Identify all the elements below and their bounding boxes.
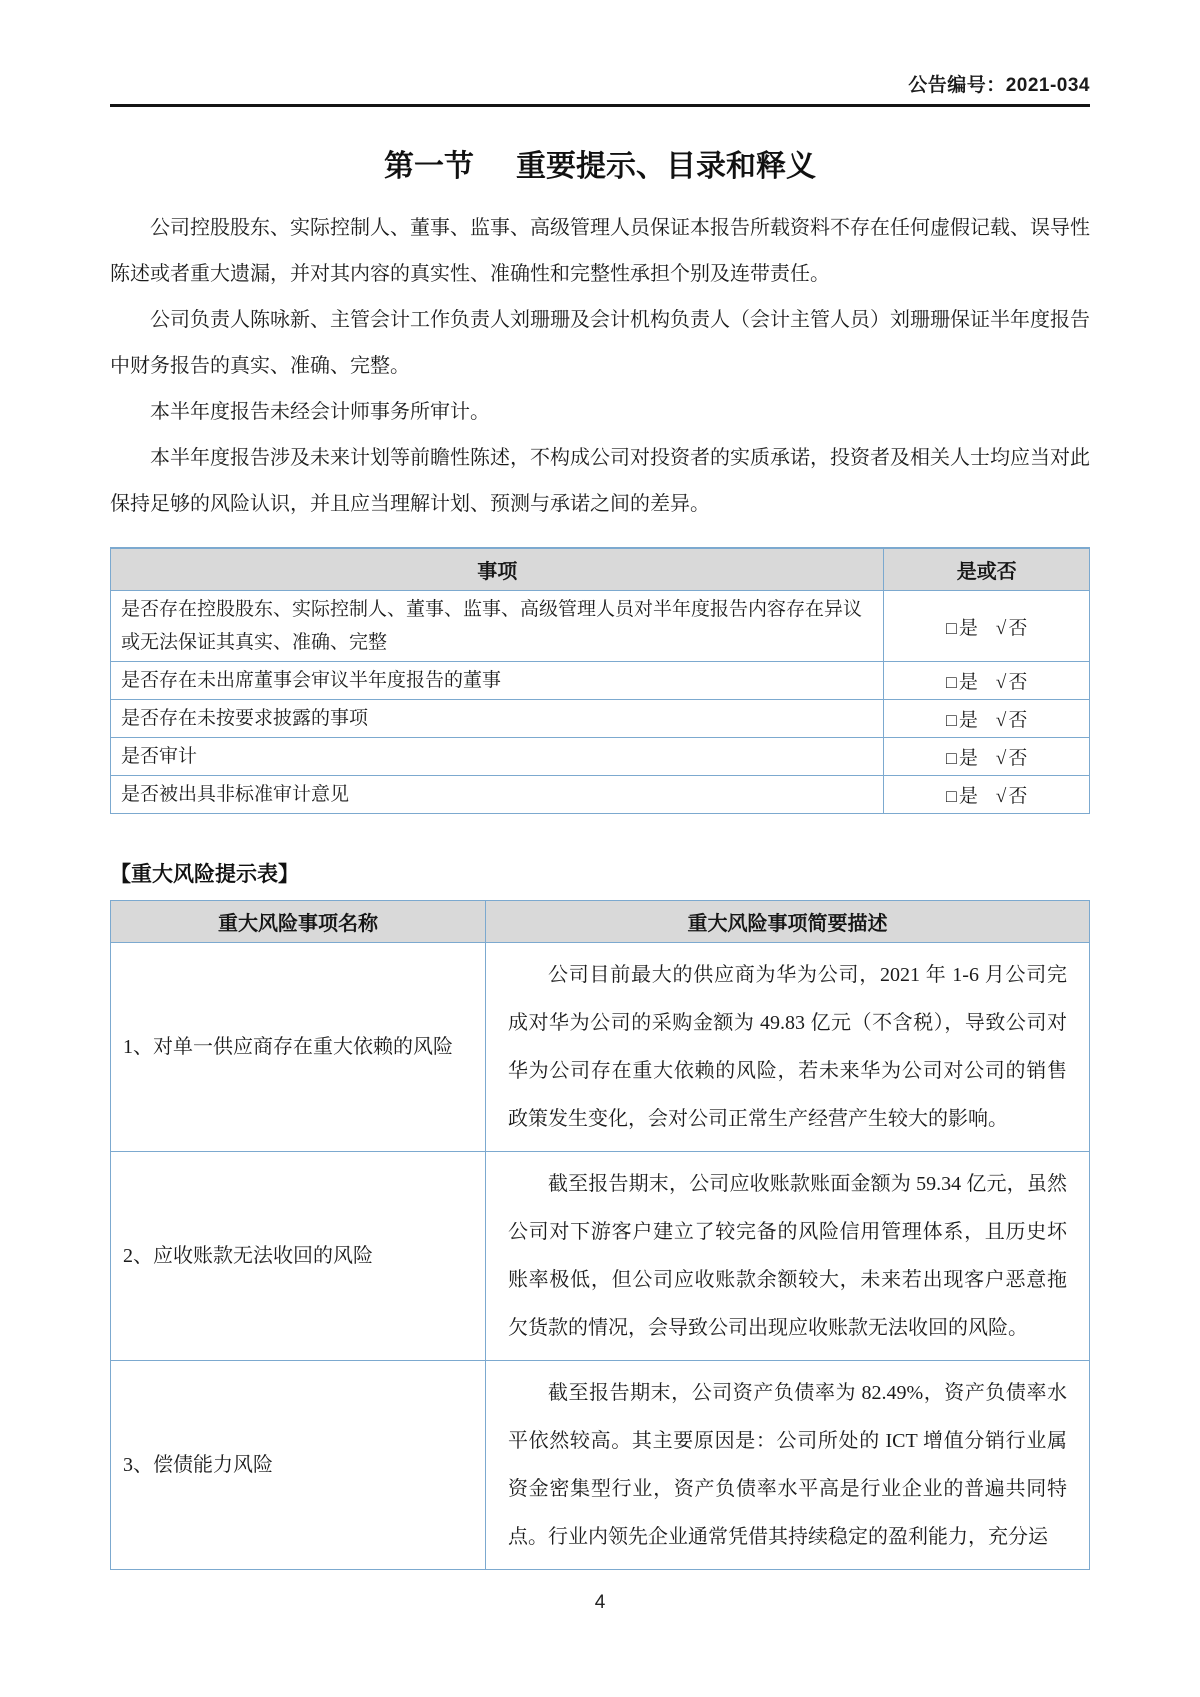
risk-name: 2、应收账款无法收回的风险 (111, 1152, 486, 1361)
risk-table-header-row (111, 901, 1090, 943)
no-label: 否 (1008, 786, 1028, 807)
checkbox-unchecked-icon: □ (946, 672, 957, 692)
statement-item: 是否审计 (111, 738, 884, 776)
table-row (111, 943, 1090, 1152)
column-header-yes-or-no: 是或否 (884, 548, 1090, 591)
table-row (111, 591, 1090, 662)
check-icon: √ (995, 748, 1007, 769)
statement-answer (884, 591, 1090, 662)
checkbox-unchecked-icon: □ (946, 786, 957, 806)
table-row (111, 1152, 1090, 1361)
table-row (111, 738, 1090, 776)
no-label: 否 (1008, 672, 1028, 693)
risk-table (110, 900, 1090, 1570)
risk-table-heading: 【重大风险提示表】 (110, 863, 299, 886)
checkbox-unchecked-icon: □ (946, 748, 957, 768)
table-row (111, 776, 1090, 814)
table-row (111, 662, 1090, 700)
check-icon: √ (995, 617, 1007, 639)
table-row (111, 700, 1090, 738)
statement-item: 是否存在控股股东、实际控制人、董事、监事、高级管理人员对半年度报告内容存在异议或无法保证其真实、准确、完整 (111, 591, 884, 662)
risk-name: 3、偿债能力风险 (111, 1361, 486, 1570)
statement-answer (884, 700, 1090, 738)
column-header-risk-description: 重大风险事项简要描述 (485, 901, 1089, 943)
check-icon: √ (995, 672, 1007, 693)
page-number: 4 (594, 1592, 606, 1613)
checkbox-unchecked-icon: □ (946, 617, 957, 638)
yes-label: 是 (958, 672, 978, 693)
paragraph: 本半年度报告未经会计师事务所审计。 (150, 401, 490, 423)
checkbox-unchecked-icon: □ (946, 710, 957, 730)
risk-name: 1、对单一供应商存在重大依赖的风险 (111, 943, 486, 1152)
yes-label: 是 (958, 617, 978, 639)
yes-label: 是 (958, 710, 978, 731)
statement-item: 是否存在未按要求披露的事项 (111, 700, 884, 738)
risk-description: 公司目前最大的供应商为华为公司，2021 年 1-6 月公司完成对华为公司的采购金额为 49.83 亿元（不含税），导致公司对华为公司存在重大依赖的风险，若未来华为公司对公司的销售政策发生变化，会对公司正常生产经营产生较大的影响。 (485, 943, 1089, 1152)
paragraph: 公司负责人陈咏新、主管会计工作负责人刘珊珊及会计机构负责人（会计主管人员）刘珊珊保证半年度报告中财务报告的真实、准确、完整。 (110, 309, 1090, 377)
statement-table-header-row (111, 548, 1090, 591)
page-title (110, 141, 1090, 185)
statement-item: 是否存在未出席董事会审议半年度报告的董事 (111, 662, 884, 700)
column-header-risk-name: 重大风险事项名称 (111, 901, 486, 943)
risk-description: 截至报告期末，公司资产负债率为 82.49%，资产负债率水平依然较高。其主要原因是：公司所处的 ICT 增值分销行业属资金密集型行业，资产负债率水平高是行业企业的普遍共同特点。行业内领先企业通常凭借其持续稳定的盈利能力，充分运 (485, 1361, 1089, 1570)
announcement-number: 公告编号：2021-034 (908, 75, 1090, 96)
table-row (111, 1361, 1090, 1570)
no-label: 否 (1008, 710, 1028, 731)
intro-paragraphs (110, 205, 1090, 527)
column-header-item: 事项 (111, 548, 884, 591)
section-title: 重要提示、目录和释义 (516, 150, 816, 183)
check-icon: √ (995, 786, 1007, 807)
yes-label: 是 (958, 786, 978, 807)
no-label: 否 (1008, 748, 1028, 769)
yes-label: 是 (958, 748, 978, 769)
paragraph: 公司控股股东、实际控制人、董事、监事、高级管理人员保证本报告所载资料不存在任何虚假记载、误导性陈述或者重大遗漏，并对其内容的真实性、准确性和完整性承担个别及连带责任。 (110, 217, 1090, 285)
statement-answer (884, 662, 1090, 700)
section-number: 第一节 (384, 150, 474, 183)
statement-table (110, 547, 1090, 814)
statement-answer (884, 776, 1090, 814)
risk-description: 截至报告期末，公司应收账款账面金额为 59.34 亿元，虽然公司对下游客户建立了较完备的风险信用管理体系，且历史坏账率极低，但公司应收账款余额较大，未来若出现客户恶意拖欠货款的情况，会导致公司出现应收账款无法收回的风险。 (485, 1152, 1089, 1361)
paragraph: 本半年度报告涉及未来计划等前瞻性陈述，不构成公司对投资者的实质承诺，投资者及相关人士均应当对此保持足够的风险认识，并且应当理解计划、预测与承诺之间的差异。 (110, 447, 1090, 515)
statement-answer (884, 738, 1090, 776)
no-label: 否 (1008, 617, 1028, 639)
check-icon: √ (995, 710, 1007, 731)
statement-item: 是否被出具非标准审计意见 (111, 776, 884, 814)
header-divider (110, 104, 1090, 107)
